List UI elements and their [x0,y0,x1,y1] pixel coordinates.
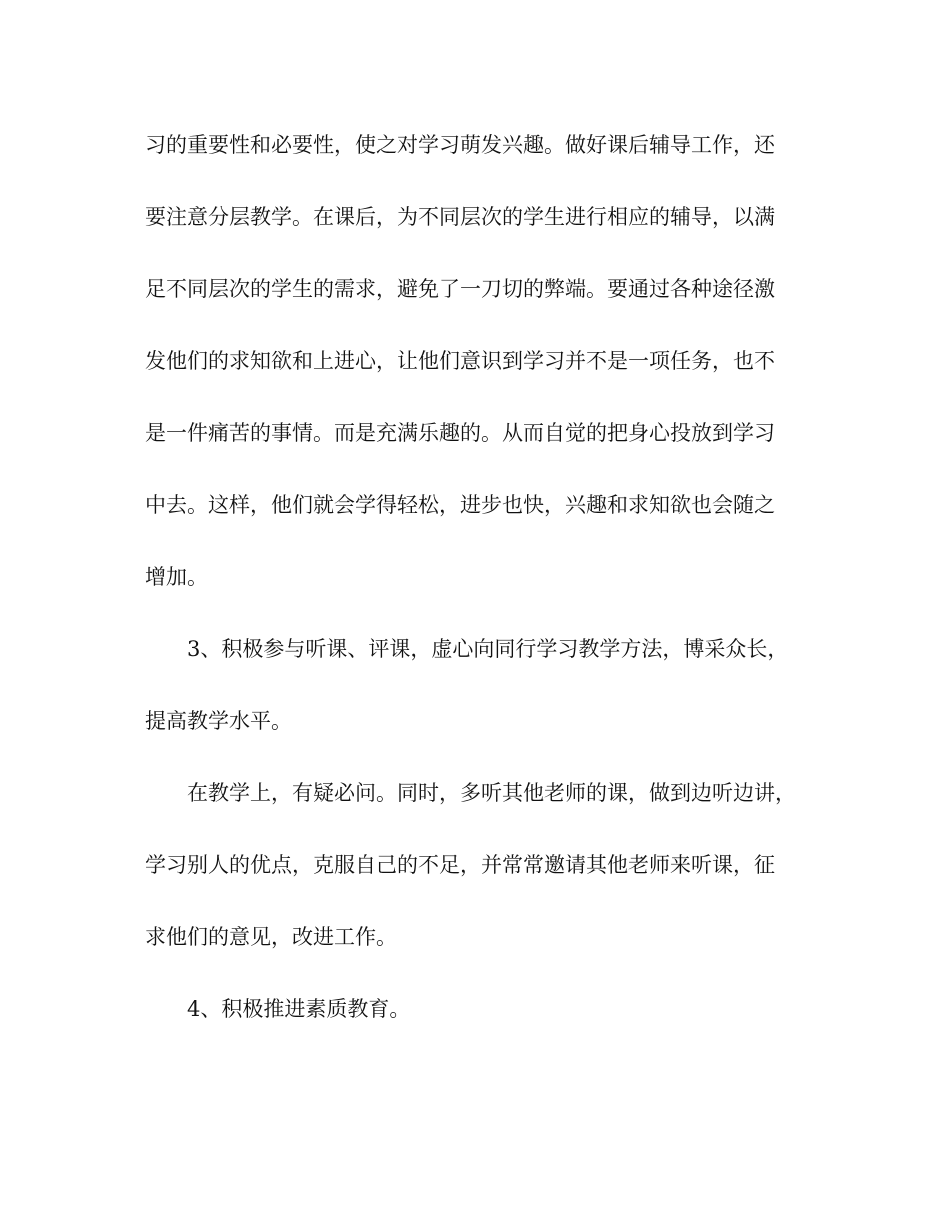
body-text [145,118,835,1054]
text-line: 要注意分层教学。在课后，为不同层次的学生进行相应的辅导，以满 [145,205,775,229]
paragraph-start: 在教学上，有疑必问。同时，多听其他老师的课，做到边听边讲， [187,781,796,805]
text-line: 增加。 [145,565,208,589]
text-line: 学习别人的优点，克服自己的不足，并常常邀请其他老师来听课，征 [145,853,775,877]
text-line: 求他们的意见，改进工作。 [145,925,397,949]
text-line: 发他们的求知欲和上进心，让他们意识到学习并不是一项任务，也不 [145,349,775,373]
text-line: 提高教学水平。 [145,709,292,733]
text-line: 是一件痛苦的事情。而是充满乐趣的。从而自觉的把身心投放到学习 [145,421,775,445]
section-heading: 3、积极参与听课、评课，虚心向同行学习教学方法，博采众长， [187,637,789,661]
text-line: 足不同层次的学生的需求，避免了一刀切的弊端。要通过各种途径激 [145,277,775,301]
text-line: 中去。这样，他们就会学得轻松，进步也快，兴趣和求知欲也会随之 [145,493,775,517]
section-heading: 4、积极推进素质教育。 [187,997,411,1021]
text-line: 习的重要性和必要性，使之对学习萌发兴趣。做好课后辅导工作，还 [145,133,775,157]
